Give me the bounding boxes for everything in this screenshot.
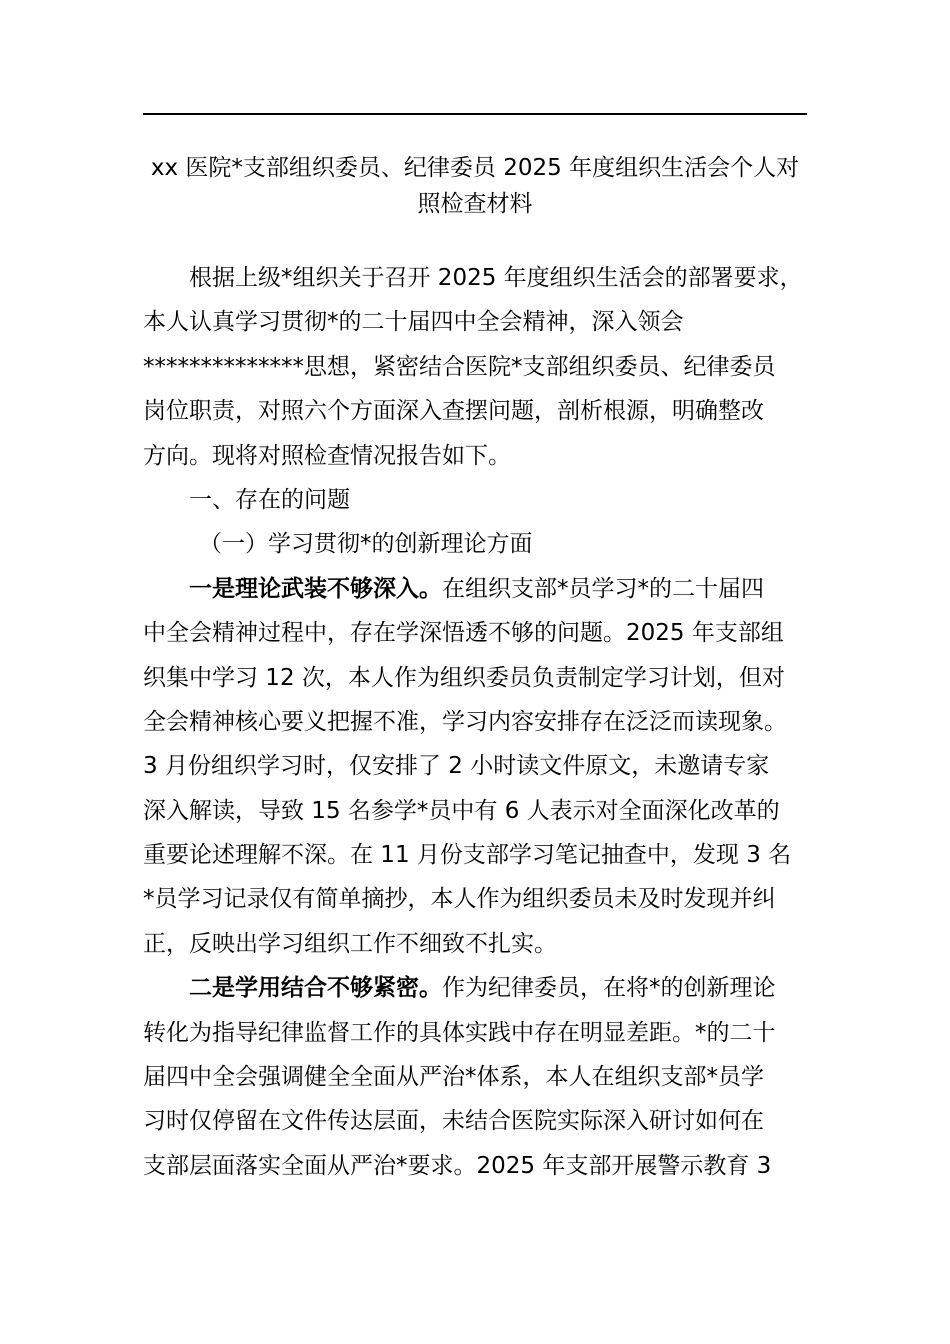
title-line: 照检查材料 — [417, 191, 533, 217]
text-line — [143, 922, 807, 966]
text-line — [143, 744, 807, 788]
line-text: （一）学习贯彻*的创新理论方面 — [199, 531, 533, 558]
text-line — [143, 567, 807, 611]
line-text: 本人认真学习贯彻*的二十届四中全会精神，深入领会 — [143, 309, 684, 336]
text-line — [143, 434, 807, 478]
line-text: 转化为指导纪律监督工作的具体实践中存在明显差距。*的二十 — [143, 1019, 776, 1046]
line-text: 3 月份组织学习时，仅安排了 2 小时读文件原文，未邀请专家 — [143, 753, 770, 780]
line-text: 全会精神核心要义把握不准，学习内容安排存在泛泛而读现象。 — [143, 708, 787, 735]
line-text: 在组织支部*员学习*的二十届四 — [442, 575, 764, 602]
bold-lead-phrase: 一是理论武装不够深入。 — [189, 575, 442, 602]
header-rule — [143, 113, 807, 115]
text-line — [143, 1099, 807, 1143]
text-line — [143, 877, 807, 921]
title-line: xx 医院*支部组织委员、纪律委员 2025 年度组织生活会个人对 — [150, 155, 800, 181]
line-text: 正，反映出学习组织工作不细致不扎实。 — [143, 930, 557, 957]
line-text: 织集中学习 12 次，本人作为组织委员负责制定学习计划，但对 — [143, 664, 785, 691]
text-line — [143, 300, 807, 344]
line-text: *员学习记录仅有简单摘抄，本人作为组织委员未及时发现并纠 — [143, 886, 776, 913]
line-text: 作为纪律委员，在将*的创新理论 — [442, 975, 776, 1002]
text-line — [143, 611, 807, 655]
text-line — [143, 345, 807, 389]
text-line — [143, 478, 807, 522]
text-line — [143, 522, 807, 566]
line-text: **************思想，紧密结合医院*支部组织委员、纪律委员 — [143, 353, 776, 380]
line-text: 方向。现将对照检查情况报告如下。 — [143, 442, 511, 469]
text-line — [143, 1011, 807, 1055]
line-text: 根据上级*组织关于召开 2025 年度组织生活会的部署要求， — [189, 265, 803, 291]
line-text: 一、存在的问题 — [189, 486, 350, 513]
text-line — [143, 1144, 807, 1188]
document-body — [143, 256, 807, 1188]
document-title — [143, 150, 807, 222]
text-line — [143, 966, 807, 1010]
bold-lead-phrase: 二是学用结合不够紧密。 — [189, 975, 442, 1002]
text-line — [143, 700, 807, 744]
line-text: 深入解读，导致 15 名参学*员中有 6 人表示对全面深化改革的 — [143, 797, 780, 824]
line-text: 岗位职责，对照六个方面深入查摆问题，剖析根源，明确整改 — [143, 398, 764, 425]
text-line — [143, 656, 807, 700]
text-line — [143, 389, 807, 433]
text-line — [143, 833, 807, 877]
text-line — [143, 256, 807, 300]
line-text: 习时仅停留在文件传达层面，未结合医院实际深入研讨如何在 — [143, 1108, 764, 1135]
text-line — [143, 1055, 807, 1099]
line-text: 中全会精神过程中，存在学深悟透不够的问题。2025 年支部组 — [143, 620, 784, 647]
line-text: 重要论述理解不深。在 11 月份支部学习笔记抽查中，发现 3 名 — [143, 842, 792, 869]
text-line — [143, 789, 807, 833]
line-text: 届四中全会强调健全全面从严治*体系，本人在组织支部*员学 — [143, 1064, 764, 1091]
line-text: 支部层面落实全面从严治*要求。2025 年支部开展警示教育 3 — [143, 1152, 772, 1179]
